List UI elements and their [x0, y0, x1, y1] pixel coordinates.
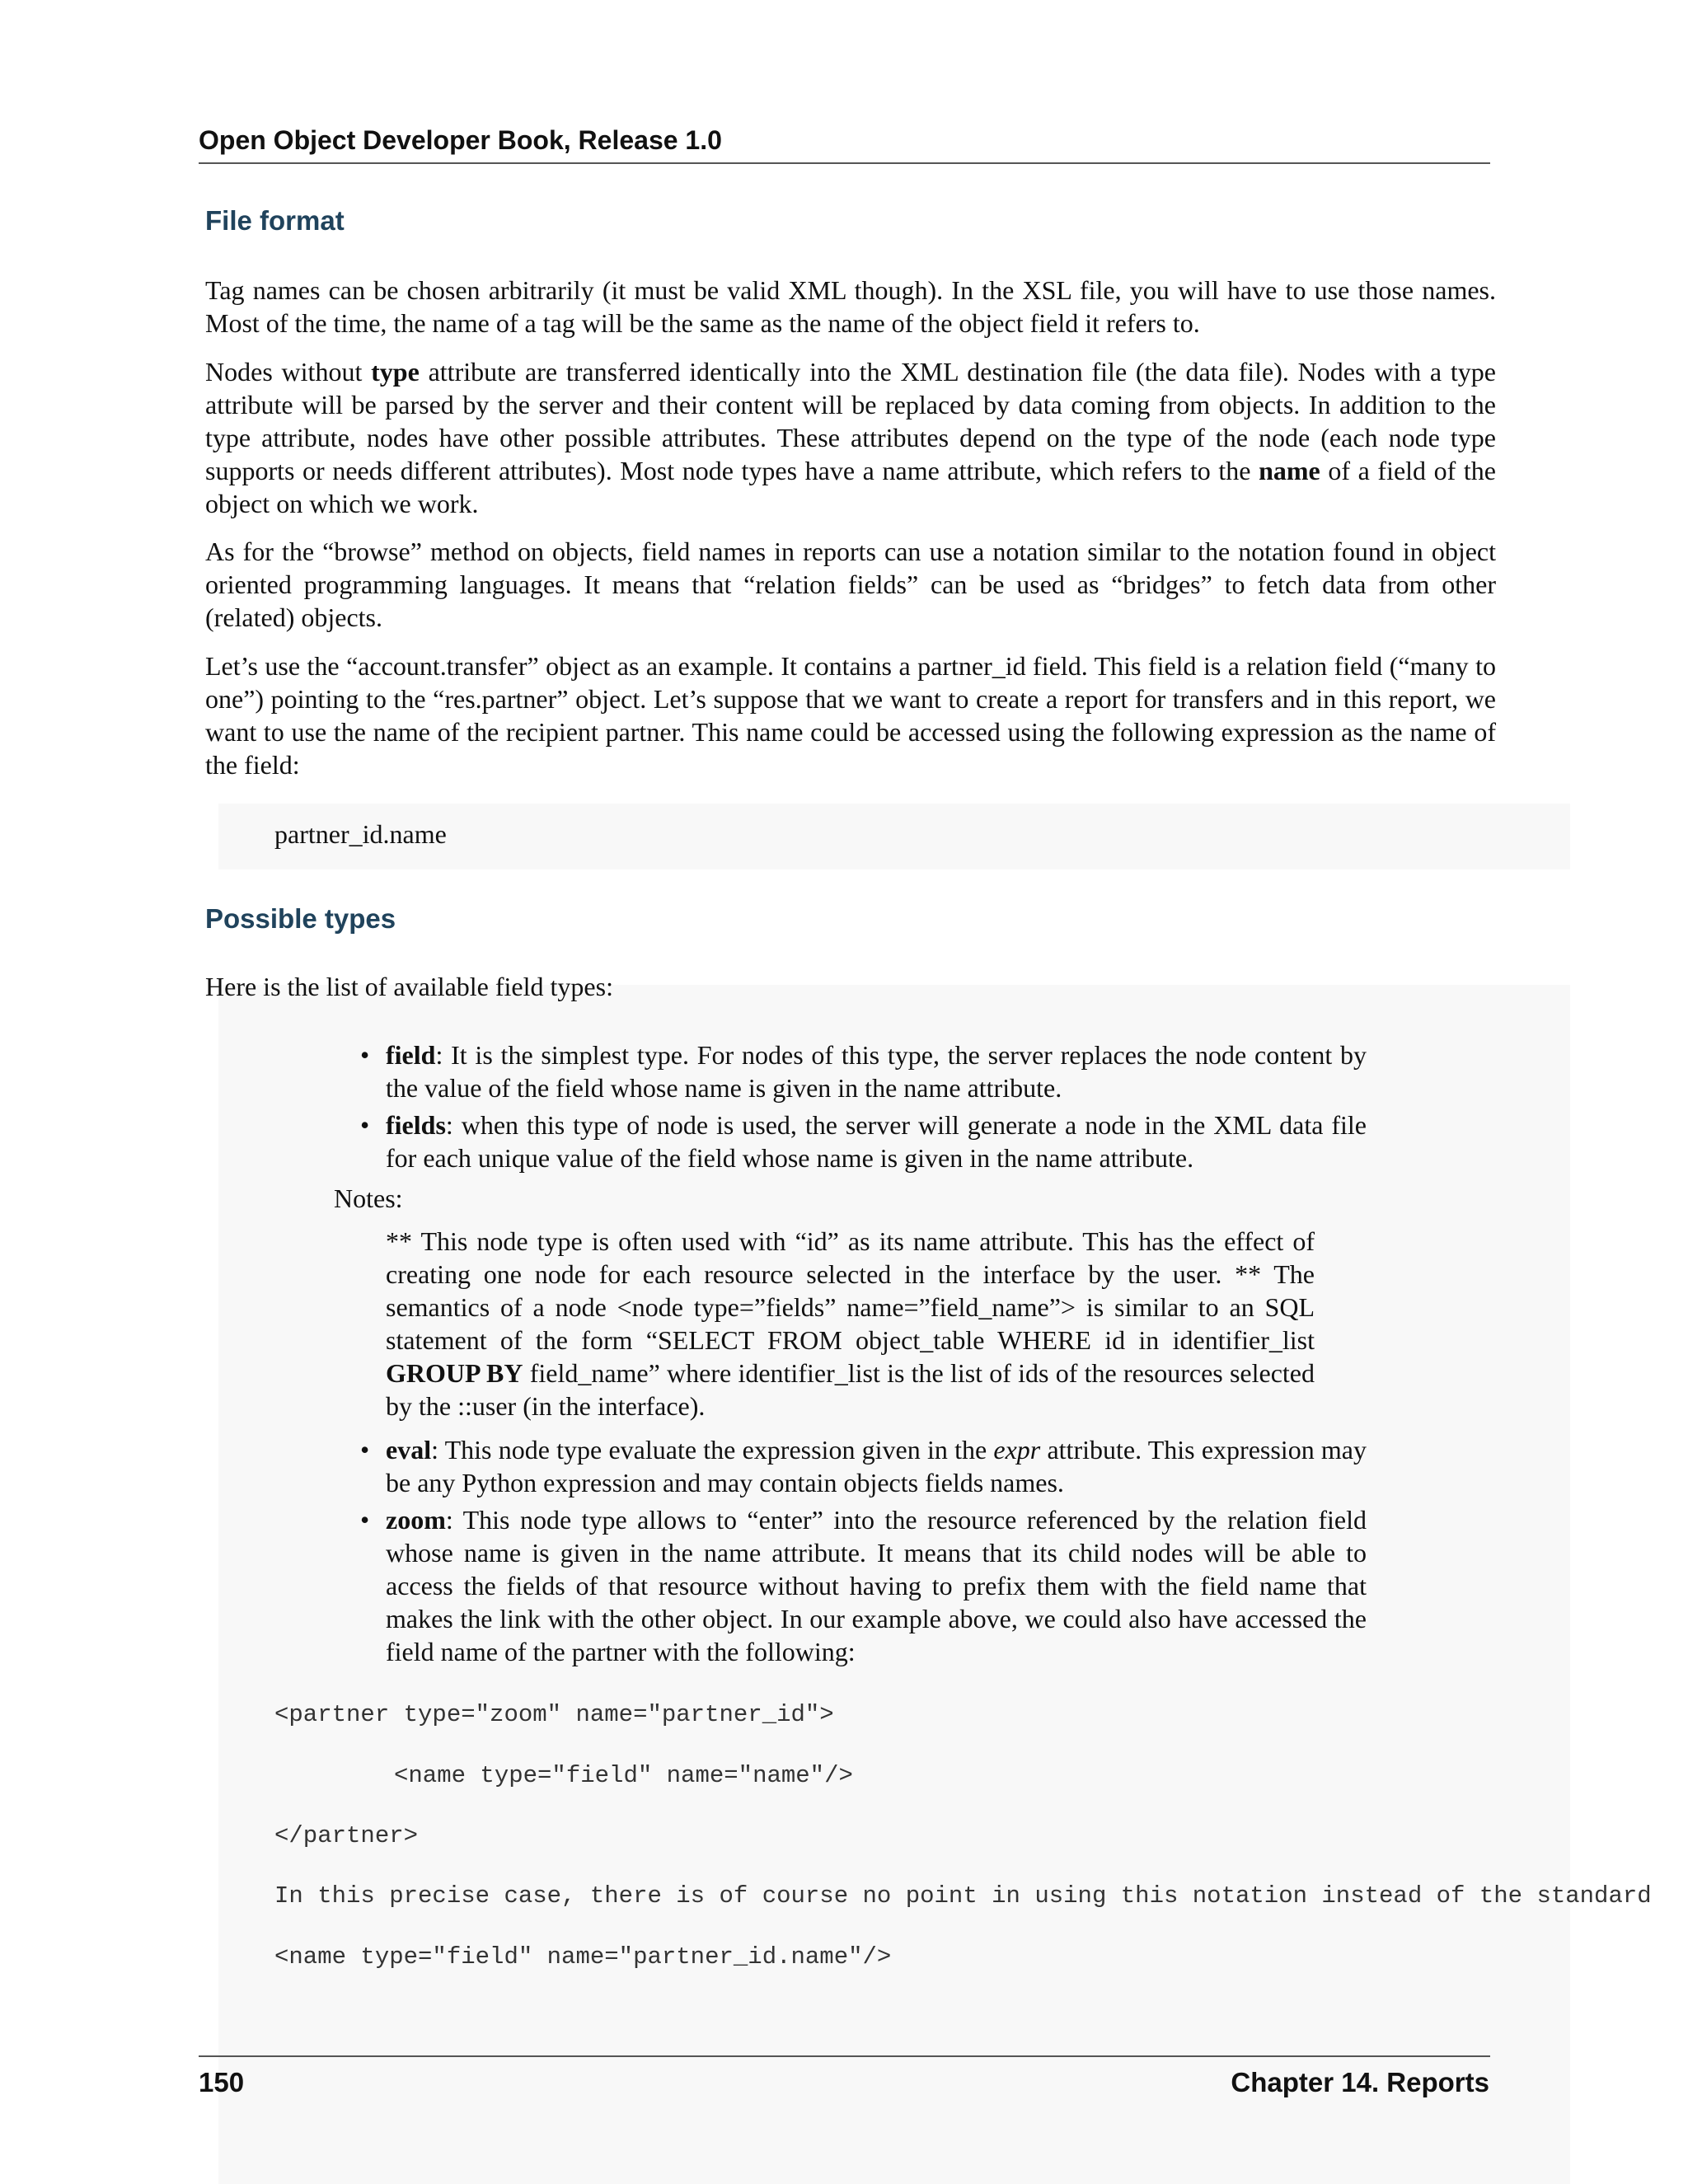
list-item-fields: • fields: when this type of node is used, the server will generate a node in the XML data file for each unique value of the field whose name is given in the name attribute.	[360, 1110, 1367, 1173]
bullet-icon: •	[360, 1505, 370, 1535]
code-line: <name type="field" name="partner_id.name"/>	[274, 1943, 892, 1971]
bold-group-by: GROUP BY	[386, 1358, 523, 1388]
paragraph-nodes-without-type: Nodes without type attribute are transferred identically into the XML destination file (the data file). Nodes with a type attribute will be parsed by the server and their content will be replaced by data coming from objects. In addition to the type attribute, nodes have other possible attributes. These attributes depend on the type of the node (each node type supports or needs different attributes). Most node types have a name attribute, which refers to the name of a field of the object on which we work.	[205, 357, 1497, 518]
bullet-icon: •	[360, 1040, 370, 1070]
bullet-icon: •	[360, 1435, 370, 1465]
paragraph-browse-method: As for the “browse” method on objects, field names in reports can use a notation similar to the notation found in object oriented programming languages. It means that “relation fields” can be used as “bridges” to fetch data from other (related) objects.	[205, 537, 1496, 632]
bold-name: name	[1259, 456, 1320, 485]
notes-label: Notes:	[334, 1183, 403, 1213]
bold-type: type	[371, 357, 420, 387]
code-line: <name type="field" name="name"/>	[394, 1762, 853, 1789]
list-item-eval: • eval: This node type evaluate the expression given in the expr attribute. This expression may be any Python expression and may contain objects fields names.	[360, 1435, 1367, 1497]
list-item-field: • field: It is the simplest type. For nodes of this type, the server replaces the node content by the value of the field whose name is given in the name attribute.	[360, 1040, 1367, 1103]
list-item-zoom: • zoom: This node type allows to “enter” into the resource referenced by the relation field whose name is given in the name attribute. It means that its child nodes will be able to access the fields of that resource without having to prefix them with the field name that makes the link with the other object. In our example above, we could also have accessed the field name of the partner with the following:	[360, 1505, 1367, 1666]
italic-expr: expr	[993, 1435, 1041, 1465]
running-header: Open Object Developer Book, Release 1.0	[199, 125, 722, 155]
code-line: <partner type="zoom" name="partner_id">	[274, 1701, 834, 1728]
field-type-list-continued	[354, 1433, 1367, 1672]
footer-rule	[199, 2055, 1490, 2057]
chapter-title: Chapter 14. Reports	[1231, 2067, 1489, 2097]
notes-body: ** This node type is often used with “id” as its name attribute. This has the effect of creating one node for each resource selected in the interface by the user. ** The semantics of a node <node type=”fields” name=”field_name”> is similar to an SQL statement of the form “SELECT FROM object_table WHERE id in identifier_list GROUP BY field_name” where identifier_list is the list of ids of the resources selected by the ::user (in the interface).	[386, 1226, 1315, 1421]
header-rule	[199, 162, 1490, 164]
page-number: 150	[199, 2067, 245, 2097]
paragraph-account-transfer: Let’s use the “account.transfer” object as an example. It contains a partner_id field. This field is a relation field (“many to one”) pointing to the “res.partner” object. Let’s suppose that we want to create a report for transfers and in this report, we want to use the name of the recipient partner. This name could be accessed using the following expression as the name of the field:	[205, 651, 1496, 780]
bullet-icon: •	[360, 1110, 370, 1140]
code-line: </partner>	[274, 1822, 419, 1849]
code-line: In this precise case, there is of course no point in using this notation instead of the standard	[274, 1882, 1652, 1910]
paragraph-types-intro: Here is the list of available field types:	[205, 972, 613, 1001]
example-expression: partner_id.name	[274, 819, 447, 849]
section-heading-possible-types: Possible types	[205, 903, 396, 934]
section-heading-file-format: File format	[205, 205, 345, 236]
field-type-list	[354, 1038, 1367, 1179]
paragraph-tag-names: Tag names can be chosen arbitrarily (it must be valid XML though). In the XSL file, you will have to use those names. Most of the time, the name of a tag will be the same as the name of the object field it refers to.	[205, 275, 1496, 338]
